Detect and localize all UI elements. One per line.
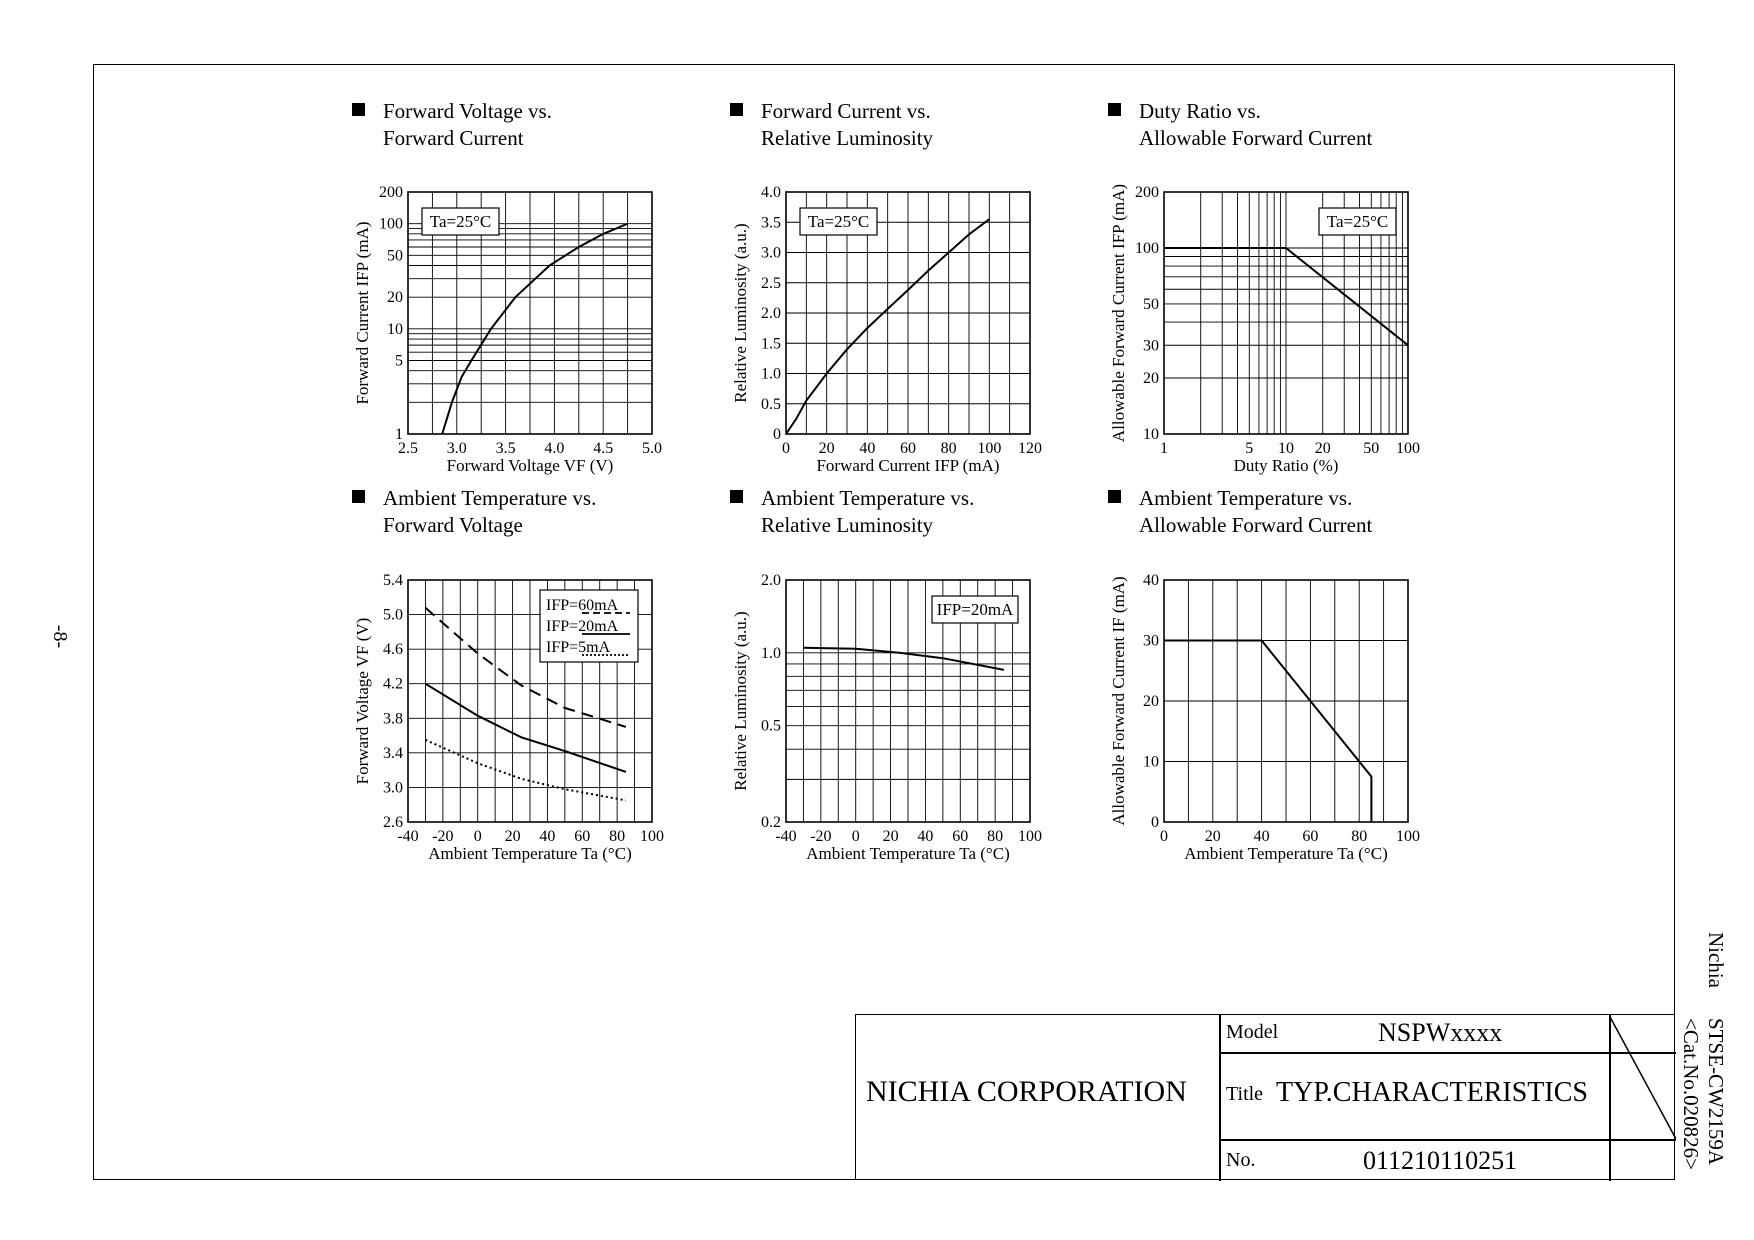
y-axis-label: Forward Voltage VF (V)	[353, 617, 372, 785]
chart-heading: Allowable Forward Current	[1139, 513, 1373, 537]
x-axis-label: Duty Ratio (%)	[1233, 456, 1339, 475]
heading-bullet	[352, 490, 365, 503]
y-tick-label: 1.0	[761, 365, 781, 383]
x-tick-label: 2.5	[398, 440, 418, 457]
chart-heading: Duty Ratio vs.	[1139, 99, 1261, 123]
x-tick-label: 100	[977, 440, 1002, 457]
model-label: Model	[1226, 1021, 1279, 1043]
y-tick-label: 3.0	[383, 779, 403, 797]
title-label: Title	[1226, 1083, 1264, 1105]
x-axis-label: Ambient Temperature Ta (°C)	[1184, 844, 1388, 863]
chart-fc-rl	[730, 99, 1042, 475]
series-line	[425, 740, 626, 801]
y-tick-label: 2.5	[761, 274, 781, 292]
y-tick-label: 2.0	[761, 572, 781, 589]
x-tick-label: 0	[473, 828, 482, 845]
y-tick-label: 2.6	[383, 814, 403, 831]
x-tick-label: -20	[810, 828, 832, 845]
y-tick-label: 200	[379, 184, 403, 201]
heading-bullet	[730, 490, 743, 503]
y-tick-label: 5.4	[383, 572, 403, 589]
x-tick-label: 100	[1396, 440, 1420, 457]
chart-heading: Forward Voltage	[383, 513, 523, 537]
y-tick-label: 200	[1135, 184, 1159, 201]
y-tick-label: 50	[1143, 295, 1159, 313]
x-tick-label: 20	[882, 828, 899, 845]
heading-bullet	[730, 103, 743, 116]
chart-heading: Ambient Temperature vs.	[383, 486, 597, 510]
x-tick-label: 40	[859, 440, 876, 457]
x-tick-label: 20	[1204, 828, 1221, 845]
x-axis-label: Forward Current IFP (mA)	[816, 456, 1000, 475]
x-tick-label: 40	[1253, 828, 1270, 845]
x-tick-label: 80	[987, 828, 1004, 845]
x-tick-label: 100	[1396, 828, 1420, 845]
legend-label: IFP=60mA	[546, 597, 619, 614]
y-axis-label: Relative Luminosity (a.u.)	[731, 223, 750, 403]
y-tick-label: 1.0	[761, 644, 781, 662]
y-tick-label: 3.0	[761, 244, 781, 262]
x-tick-label: 80	[940, 440, 957, 457]
x-tick-label: -40	[397, 828, 419, 845]
x-tick-label: 100	[640, 828, 664, 845]
x-tick-label: 20	[504, 828, 521, 845]
x-tick-label: -40	[775, 828, 797, 845]
x-axis-label: Ambient Temperature Ta (°C)	[806, 844, 1010, 863]
annotation-text: Ta=25°C	[807, 212, 870, 231]
y-tick-label: 4.6	[383, 641, 403, 659]
chart-at-afc	[1108, 486, 1420, 863]
y-tick-label: 50	[387, 247, 403, 265]
chart-heading: Allowable Forward Current	[1139, 126, 1373, 150]
page-number: -8-	[49, 624, 72, 649]
legend-label: IFP=5mA	[546, 639, 611, 656]
y-tick-label: 4.2	[383, 675, 403, 693]
series-line	[803, 648, 1004, 670]
y-tick-label: 0.5	[761, 395, 781, 413]
y-tick-label: 10	[1143, 753, 1159, 771]
x-tick-label: 4.5	[593, 440, 614, 457]
x-tick-label: 0	[782, 440, 790, 457]
y-tick-label: 100	[379, 215, 403, 233]
tb-divider	[1219, 1139, 1676, 1141]
x-axis-label: Ambient Temperature Ta (°C)	[428, 844, 632, 863]
y-tick-label: 10	[387, 320, 403, 338]
tb-divider	[1219, 1015, 1221, 1181]
y-tick-label: 1	[395, 426, 403, 443]
x-tick-label: 50	[1363, 440, 1380, 457]
y-tick-label: 20	[1143, 693, 1159, 710]
x-tick-label: 4.0	[544, 440, 565, 457]
x-tick-label: 60	[952, 828, 969, 845]
x-tick-label: 60	[574, 828, 591, 845]
x-tick-label: 40	[539, 828, 556, 845]
x-tick-label: 60	[1302, 828, 1319, 845]
y-tick-label: 4.0	[761, 184, 781, 201]
x-tick-label: 60	[900, 440, 916, 457]
y-tick-label: 0	[773, 426, 781, 443]
x-tick-label: 10	[1278, 440, 1294, 457]
heading-bullet	[1108, 103, 1121, 116]
chart-heading: Relative Luminosity	[761, 513, 934, 537]
y-tick-label: 40	[1143, 572, 1159, 589]
chart-heading: Forward Current vs.	[761, 99, 931, 123]
x-tick-label: -20	[432, 828, 454, 845]
tb-divider	[1219, 1052, 1676, 1054]
y-tick-label: 100	[1135, 239, 1159, 257]
tb-diagonal	[1609, 1015, 1676, 1139]
x-tick-label: 3.0	[446, 440, 467, 457]
y-tick-label: 0.5	[761, 717, 781, 735]
model-value: NSPWxxxx	[1378, 1018, 1503, 1047]
x-tick-label: 80	[609, 828, 626, 845]
title-block-company: NICHIA CORPORATION	[866, 1075, 1187, 1108]
chart-dr-afc	[1108, 99, 1420, 475]
x-tick-label: 0	[1160, 828, 1168, 845]
y-tick-label: 30	[1143, 337, 1159, 355]
x-tick-label: 100	[1018, 828, 1042, 845]
x-axis-label: Forward Voltage VF (V)	[446, 456, 614, 475]
side-company: Nichia	[1704, 932, 1728, 988]
x-tick-label: 20	[818, 440, 835, 457]
x-tick-label: 40	[917, 828, 934, 845]
annotation-text: IFP=20mA	[936, 600, 1014, 619]
y-axis-label: Relative Luminosity (a.u.)	[731, 611, 750, 791]
y-tick-label: 3.5	[761, 214, 781, 232]
y-axis-label: Allowable Forward Current IF (mA)	[1109, 576, 1128, 826]
y-tick-label: 10	[1143, 426, 1159, 443]
legend-label: IFP=20mA	[546, 618, 619, 635]
x-tick-label: 3.5	[495, 440, 516, 457]
y-tick-label: 0	[1151, 814, 1159, 831]
heading-bullet	[1108, 490, 1121, 503]
chart-at-rl	[730, 486, 1042, 863]
y-tick-label: 30	[1143, 632, 1159, 650]
title-value: TYP.CHARACTERISTICS	[1276, 1077, 1588, 1108]
x-tick-label: 5.0	[642, 440, 662, 457]
chart-heading: Relative Luminosity	[761, 126, 934, 150]
chart-heading: Ambient Temperature vs.	[1139, 486, 1353, 510]
y-tick-label: 20	[1143, 370, 1159, 388]
x-tick-label: 120	[1018, 440, 1042, 457]
y-tick-label: 3.8	[383, 710, 403, 728]
x-tick-label: 5	[1245, 440, 1254, 457]
no-label: No.	[1226, 1149, 1256, 1171]
x-tick-label: 20	[1314, 440, 1331, 457]
y-tick-label: 3.4	[383, 744, 403, 762]
x-tick-label: 1	[1160, 440, 1168, 457]
y-tick-label: 5.0	[383, 606, 403, 624]
x-tick-label: 80	[1351, 828, 1368, 845]
heading-bullet	[352, 103, 365, 116]
chart-heading: Forward Current	[383, 126, 524, 150]
side-doc-id: STSE-CW2159A	[1704, 1018, 1728, 1165]
y-tick-label: 5	[395, 352, 403, 370]
chart-heading: Ambient Temperature vs.	[761, 486, 975, 510]
x-tick-label: 0	[851, 828, 860, 845]
chart-fv-fc	[352, 99, 662, 475]
series-line	[425, 684, 626, 772]
annotation-text: Ta=25°C	[429, 212, 492, 231]
side-cat-no: <Cat.No.020826>	[1679, 1018, 1703, 1171]
no-value: 011210110251	[1363, 1146, 1518, 1175]
y-tick-label: 20	[387, 289, 403, 307]
chart-heading: Forward Voltage vs.	[383, 99, 552, 123]
y-axis-label: Forward Current IFP (mA)	[353, 221, 372, 405]
series-line	[1164, 641, 1371, 823]
y-tick-label: 2.0	[761, 305, 781, 322]
chart-at-fv	[352, 486, 664, 863]
title-block	[855, 1014, 1675, 1180]
y-tick-label: 0.2	[761, 814, 781, 831]
annotation-text: Ta=25°C	[1326, 212, 1389, 231]
y-axis-label: Allowable Forward Current IFP (mA)	[1109, 183, 1128, 443]
y-tick-label: 1.5	[761, 335, 781, 353]
